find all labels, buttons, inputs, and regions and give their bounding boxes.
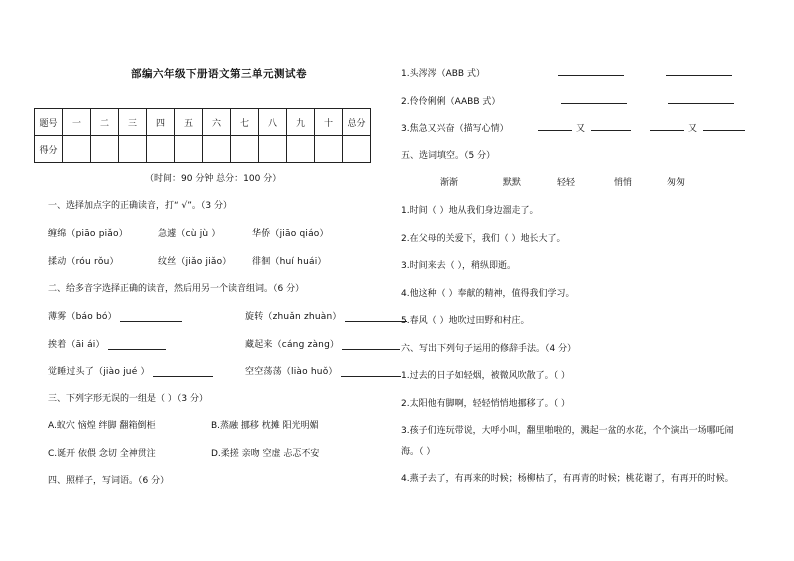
q4-heading: 四、照样子，写词语。（6 分） (48, 476, 170, 486)
table-cell: 题号 (35, 109, 63, 136)
answer-blank[interactable] (666, 66, 732, 76)
q2-item-text: 薄雾（báo bó） (48, 312, 117, 322)
q1-item: 急遽（cù jù ） (158, 229, 221, 239)
q2-item-text: 挨着（āi ái） (48, 340, 105, 350)
score-cell[interactable] (119, 136, 147, 163)
answer-blank[interactable] (591, 121, 631, 131)
q2-heading: 二、给多音字选择正确的读音，然后用另一个读音组词。（6 分） (48, 284, 305, 294)
score-table-score-row (35, 136, 371, 163)
q2-item (245, 364, 401, 377)
q4-item: 3.焦急又兴奋（描写心情） (401, 124, 509, 134)
q2-item (48, 364, 213, 377)
table-cell: 得分 (35, 136, 63, 163)
score-cell[interactable] (203, 136, 231, 163)
q6-heading: 六、写出下列句子运用的修辞手法。（4 分） (401, 344, 577, 354)
q1-item: 纹丝（jiǎo jiǎo） (158, 257, 232, 267)
score-table (34, 108, 371, 163)
q4-item: 1.头涔涔（ABB 式） (401, 69, 485, 79)
q1-item: 徘徊（huí huái） (252, 257, 327, 267)
answer-blank[interactable] (342, 340, 400, 350)
table-cell: 六 (203, 109, 231, 136)
table-cell: 三 (119, 109, 147, 136)
q5-item: 1.时间（ ）地从我们身边溜走了。 (401, 206, 539, 216)
score-cell[interactable] (175, 136, 203, 163)
answer-blank[interactable] (341, 367, 401, 377)
q2-item (245, 309, 407, 322)
score-cell[interactable] (147, 136, 175, 163)
answer-blank[interactable] (668, 94, 734, 104)
table-cell: 一 (63, 109, 91, 136)
exam-time-line: （时间：90 分钟 总分：100 分） (145, 174, 282, 184)
answer-blank[interactable] (345, 312, 407, 322)
q2-item-text: 旋转（zhuǎn zhuàn） (245, 312, 342, 322)
answer-blank[interactable] (561, 94, 627, 104)
connector-text: 又 (576, 124, 586, 134)
answer-blank[interactable] (108, 340, 166, 350)
table-cell: 十 (315, 109, 343, 136)
q2-item-text: 藏起来（cáng zàng） (245, 340, 340, 350)
q2-item-text: 空空荡荡（liào huǒ） (245, 367, 338, 377)
table-cell: 总分 (343, 109, 371, 136)
q6-item: 3.孩子们连玩带说，大呼小叫，翻里啪啦的，溅起一盆的水花，个个演出一场哪吒闹 (401, 426, 734, 436)
word-bank-item: 默默 (503, 178, 522, 188)
word-bank-item: 匆匆 (667, 178, 686, 188)
q2-item (48, 337, 166, 350)
score-cell[interactable] (287, 136, 315, 163)
word-bank-item: 渐渐 (440, 178, 459, 188)
page-title: 部编六年级下册语文第三单元测试卷 (131, 68, 307, 80)
q5-item: 5.春风（ ）地吹过田野和村庄。 (401, 316, 530, 326)
connector-text: 又 (688, 124, 698, 134)
q3-option: A.蚁穴 恼煌 绊脚 翻箱倒柜 (48, 421, 156, 431)
score-table-header-row (35, 109, 371, 136)
word-bank-item: 悄悄 (614, 178, 633, 188)
q2-item (245, 337, 400, 350)
q6-item: 2.太阳他有脚啊，轻轻悄悄地挪移了。（ ） (401, 399, 570, 409)
answer-blank[interactable] (120, 312, 182, 322)
table-cell: 九 (287, 109, 315, 136)
answer-blank[interactable] (650, 121, 684, 131)
q4-item: 2.伶伶俐俐（AABB 式） (401, 97, 501, 107)
q5-item: 4.他这种（ ）奉献的精神，值得我们学习。 (401, 289, 575, 299)
score-cell[interactable] (63, 136, 91, 163)
table-cell: 八 (259, 109, 287, 136)
score-cell[interactable] (343, 136, 371, 163)
answer-blank[interactable] (703, 121, 745, 131)
answer-blank[interactable] (538, 121, 572, 131)
word-bank-item: 轻轻 (557, 178, 576, 188)
q1-heading: 一、选择加点字的正确读音，打“ √”。（3 分） (48, 201, 233, 211)
q1-item: 缠绵（piāo piǎo） (48, 229, 128, 239)
q1-item: 揉动（róu rǒu） (48, 257, 119, 267)
q5-heading: 五、选词填空。（5 分） (401, 151, 496, 161)
score-cell[interactable] (259, 136, 287, 163)
q6-item: 4.燕子去了，有再来的时候；杨柳枯了，有再青的时候；桃花谢了，有再开的时候。 (401, 474, 734, 484)
q2-item-text: 觉睡过头了（jiào jué ） (48, 367, 150, 377)
q5-item: 2.在父母的关爱下，我们（ ）地长大了。 (401, 234, 566, 244)
q3-option: C.诞开 依偎 念切 全神贯注 (48, 449, 156, 459)
q3-option: D.柔搓 亲吻 空虚 忐忑不安 (211, 449, 320, 459)
q3-option: B.蒸融 挪移 枕摊 阳光明媚 (211, 421, 319, 431)
score-cell[interactable] (315, 136, 343, 163)
table-cell: 七 (231, 109, 259, 136)
q3-heading: 三、下列字形无误的一组是（ ）（3 分） (48, 394, 208, 404)
answer-blank[interactable] (558, 66, 624, 76)
q6-item: 1.过去的日子如轻烟，被微风吹散了。（ ） (401, 371, 570, 381)
score-cell[interactable] (91, 136, 119, 163)
answer-blank[interactable] (153, 367, 213, 377)
q5-item: 3.时间来去（ ），稍纵即逝。 (401, 261, 516, 271)
table-cell: 四 (147, 109, 175, 136)
table-cell: 五 (175, 109, 203, 136)
q1-item: 华侨（jiāo qiáo） (252, 229, 329, 239)
score-cell[interactable] (231, 136, 259, 163)
q2-item (48, 309, 182, 322)
table-cell: 二 (91, 109, 119, 136)
q6-item: 海。（ ） (401, 447, 436, 457)
